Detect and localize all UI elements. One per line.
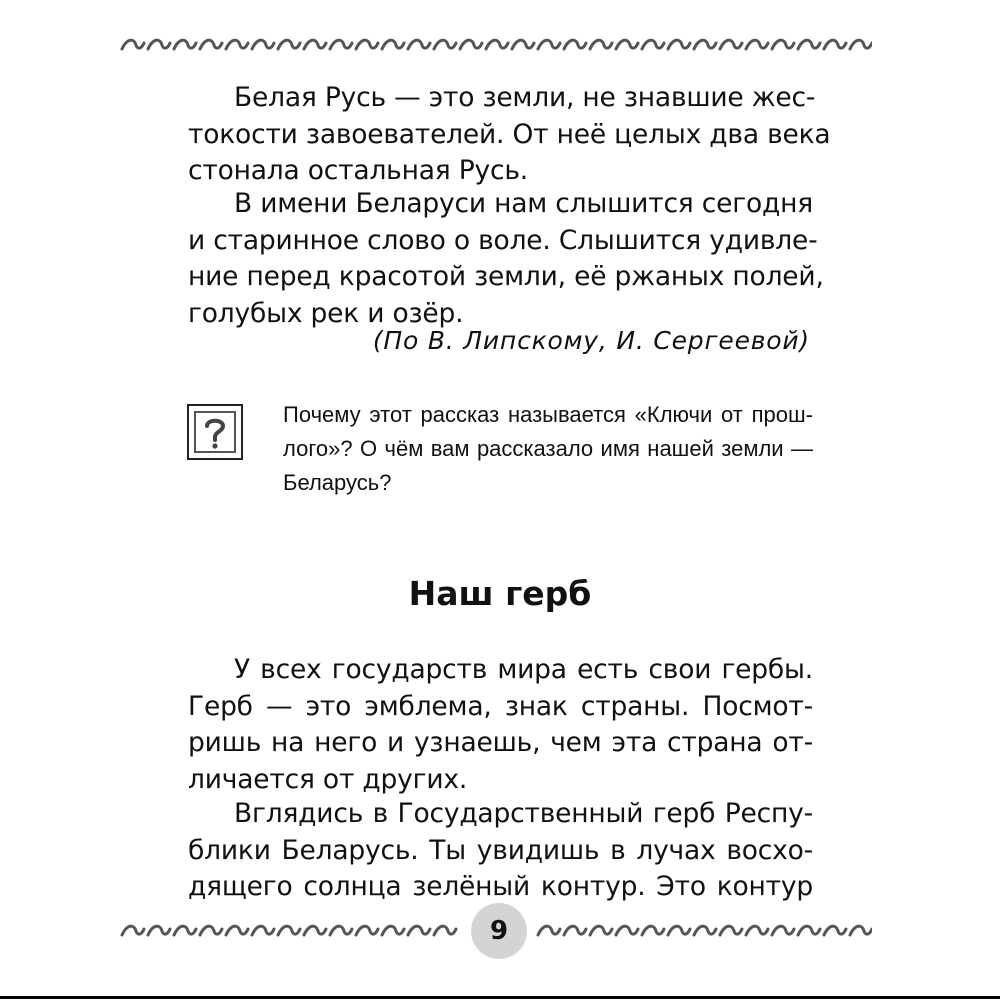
text-line: Белая Русь — это земли, не знавшие жес- (234, 82, 816, 113)
ornament-wave (226, 926, 248, 935)
ornament-wave (356, 40, 378, 49)
ornament-wave (772, 40, 794, 49)
ornament-wave (200, 926, 222, 935)
text-line: Вглядись в Государственный герб Респу- (234, 798, 813, 829)
paragraph-name-belarus (188, 186, 824, 332)
text-line: токости завоевателей. От неё целых два века (188, 118, 831, 150)
ornament-wave (590, 40, 612, 49)
ornament-wave (174, 926, 196, 935)
ornament-wave (668, 40, 690, 49)
page-number: 9 (489, 916, 509, 946)
ornament-wave (746, 40, 768, 49)
ornament-wave (408, 926, 430, 935)
ornament-wave (122, 926, 144, 935)
ornament-wave (642, 40, 664, 49)
ornament-wave (382, 926, 404, 935)
ornament-wave (616, 926, 638, 935)
top-ornament-border (118, 34, 872, 56)
ornament-wave (512, 40, 534, 49)
question-mark-icon (187, 404, 243, 460)
text-line: У всех государств мира есть свои гербы. (234, 654, 813, 685)
ornament-wave (356, 926, 378, 935)
ornament-wave (538, 926, 560, 935)
ornament-wave (278, 40, 300, 49)
ornament-wave (746, 926, 768, 935)
text-line: Герб — это эмблема, знак страны. Посмот- (188, 690, 813, 722)
ornament-wave (330, 40, 352, 49)
text-line: Беларусь? (283, 470, 392, 495)
ornament-wave (668, 926, 690, 935)
text-line: ние перед красотой земли, её ржаных полей, (188, 261, 824, 292)
ornament-wave (850, 40, 872, 49)
question-text (283, 398, 813, 500)
ornament-wave (798, 40, 820, 49)
text-line: дящего солнца зелёный контур. Это контур (188, 871, 813, 902)
ornament-wave (616, 40, 638, 49)
ornament-wave (434, 40, 456, 49)
ornament-wave (148, 40, 170, 49)
ornament-wave (252, 926, 274, 935)
ornament-wave (720, 926, 742, 935)
page-number-badge (471, 903, 527, 959)
paragraph-belaya-rus (188, 80, 831, 190)
ornament-wave (642, 926, 664, 935)
text-line: и старинное слово о воле. Слышится удивле- (188, 224, 818, 256)
ornament-wave (694, 926, 716, 935)
ornament-wave (824, 926, 846, 935)
paragraph-all-states (188, 652, 813, 798)
ornament-wave (200, 40, 222, 49)
ornament-wave (460, 40, 482, 49)
ornament-wave (122, 40, 144, 49)
page-bottom-edge (0, 996, 1000, 999)
ornament-wave (304, 40, 326, 49)
ornament-wave (252, 40, 274, 49)
ornament-wave (486, 40, 508, 49)
ornament-wave (226, 40, 248, 49)
ornament-wave (720, 40, 742, 49)
text-line: Почему этот рассказ называется «Ключи от прош- (283, 402, 813, 427)
ornament-wave (148, 926, 170, 935)
text-line: лого»? О чём вам рассказало имя нашей земли — (283, 436, 813, 461)
ornament-wave (564, 40, 586, 49)
ornament-wave (798, 926, 820, 935)
paragraph-coat-of-arms (188, 796, 813, 906)
ornament-wave (278, 926, 300, 935)
source-attribution: (По В. Липскому, И. Сергеевой) (372, 326, 810, 355)
ornament-wave (564, 926, 586, 935)
text-line: голубых рек и озёр. (188, 297, 464, 329)
ornament-wave (538, 40, 560, 49)
ornament-wave (330, 926, 352, 935)
ornament-wave (408, 40, 430, 49)
section-heading: Наш герб (408, 574, 592, 613)
text-line: блики Беларусь. Ты увидишь в лучах восхо- (188, 834, 813, 866)
ornament-wave (304, 926, 326, 935)
text-line: ришь на него и узнаешь, чем эта страна от- (188, 727, 813, 758)
ornament-wave (382, 40, 404, 49)
text-line: личается от других. (188, 763, 468, 795)
ornament-wave (434, 926, 456, 935)
ornament-wave (174, 40, 196, 49)
ornament-wave (590, 926, 612, 935)
ornament-wave (850, 926, 872, 935)
ornament-wave (772, 926, 794, 935)
ornament-wave (694, 40, 716, 49)
text-line: В имени Беларуси нам слышится сегодня (234, 188, 813, 219)
text-line: стонала остальная Русь. (188, 155, 529, 186)
ornament-wave (824, 40, 846, 49)
